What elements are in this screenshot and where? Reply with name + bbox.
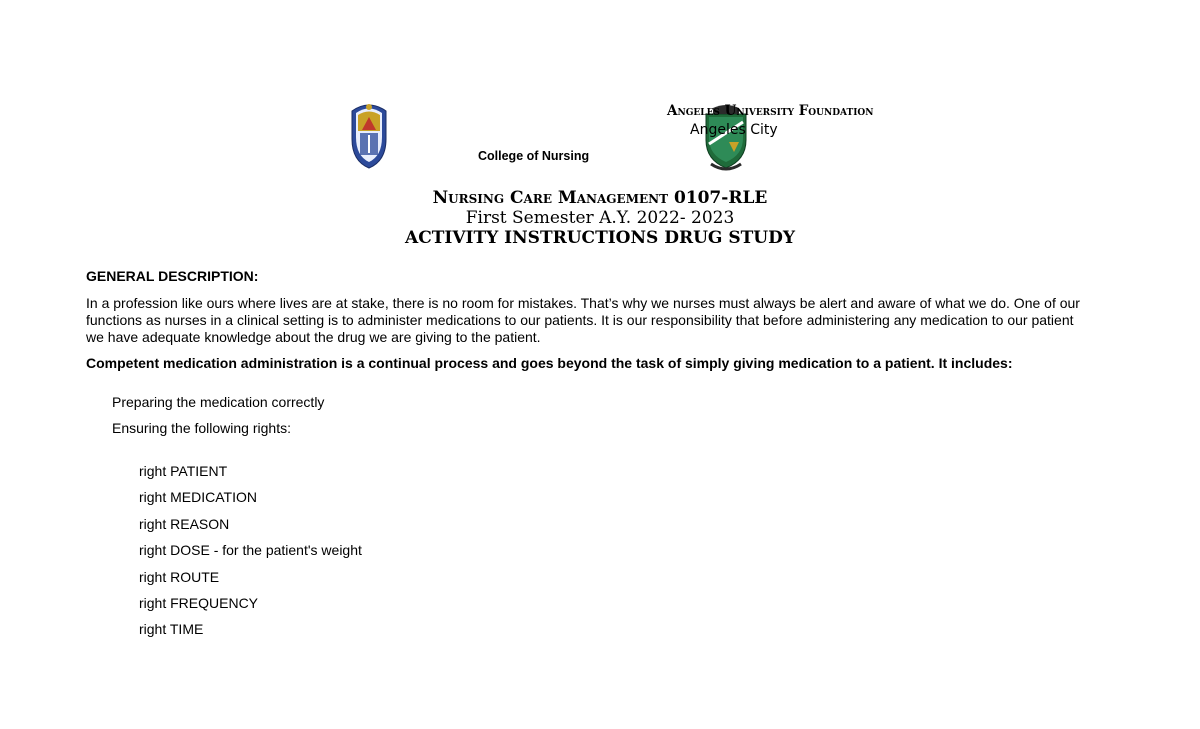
nursing-seal-icon: [348, 101, 390, 169]
list-item: right PATIENT: [139, 463, 228, 479]
list-item: right REASON: [139, 516, 230, 532]
activity-title: ACTIVITY INSTRUCTIONS DRUG STUDY: [405, 228, 795, 248]
competent-administration-statement: Competent medication administration is a continual process and goes beyond the task of simply giving medication to a patient. It includes:: [86, 355, 1013, 371]
list-item: right MEDICATION: [139, 489, 257, 505]
list-item: Ensuring the following rights:: [112, 420, 291, 436]
list-item: right DOSE - for the patient's weight: [139, 542, 362, 558]
list-item: right TIME: [139, 621, 204, 637]
list-item: right ROUTE: [139, 569, 220, 585]
university-name: Angeles University Foundation: [667, 103, 874, 119]
list-item: right FREQUENCY: [139, 595, 259, 611]
university-city: Angeles City: [690, 122, 778, 138]
general-description-paragraph: In a profession like ours where lives are at stake, there is no room for mistakes. That’s why we nurses must always be alert and aware of what we do. One of our functions as nurses in a clinical setting is to administer medications to our patients. It is our responsibility that before administering any medication to our patient we have adequate knowledge about the drug we are giving to the patient.: [86, 295, 1080, 345]
semester-label: First Semester A.Y. 2022- 2023: [465, 208, 735, 228]
college-name: College of Nursing: [478, 149, 590, 163]
list-item: Preparing the medication correctly: [112, 394, 325, 410]
general-description-heading: GENERAL DESCRIPTION:: [86, 268, 259, 284]
course-title: Nursing Care Management 0107-RLE: [432, 188, 768, 208]
